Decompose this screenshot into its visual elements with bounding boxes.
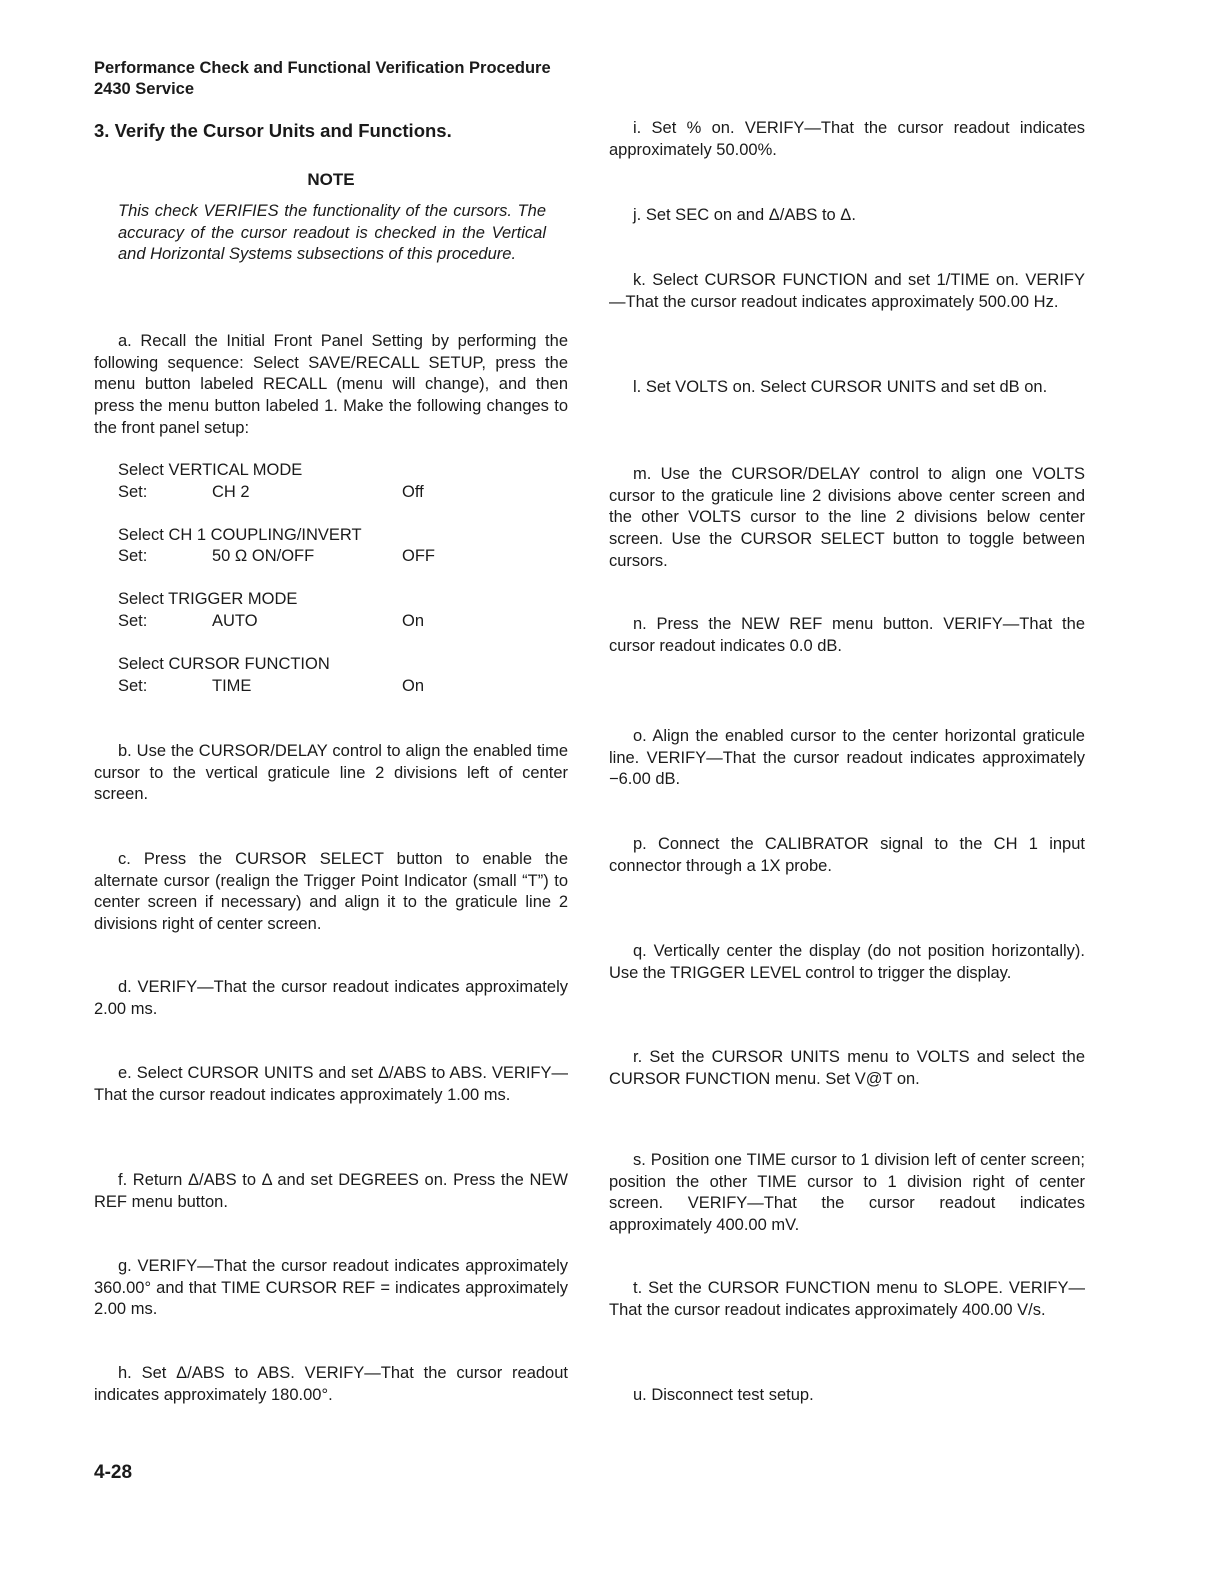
step-q: q. Vertically center the display (do not position horizontally). Use the TRIGGER LEVEL control to trigger the display. — [609, 942, 1085, 982]
setup-state: OFF — [402, 547, 435, 566]
step-u: u. Disconnect test setup. — [633, 1386, 814, 1404]
setup-state: Off — [402, 482, 424, 501]
setup-table — [118, 460, 538, 697]
setup-setting: 50 Ω ON/OFF — [212, 547, 315, 566]
setup-select: Select CURSOR FUNCTION — [118, 655, 330, 674]
step-f: f. Return Δ/ABS to Δ and set DEGREES on. Press the NEW REF menu button. — [94, 1171, 568, 1211]
setup-set-label: Set: — [118, 482, 148, 501]
step-c: c. Press the CURSOR SELECT button to enable the alternate cursor (realign the Trigger Point Indicator (small “T”) to center screen if necessary) and align it to the graticule line 2 divisions right of center screen. — [94, 850, 568, 934]
setup-group — [118, 654, 538, 697]
step-d: d. VERIFY—That the cursor readout indicates approximately 2.00 ms. — [94, 978, 568, 1018]
setup-set-label: Set: — [118, 676, 148, 695]
step-k: k. Select CURSOR FUNCTION and set 1/TIME on. VERIFY—That the cursor readout indicates approximately 500.00 Hz. — [609, 271, 1085, 311]
step-n: n. Press the NEW REF menu button. VERIFY—That the cursor readout indicates 0.0 dB. — [609, 615, 1085, 655]
setup-state: On — [402, 676, 425, 695]
setup-select: Select TRIGGER MODE — [118, 590, 298, 609]
setup-setting: CH 2 — [212, 482, 250, 501]
step-s: s. Position one TIME cursor to 1 division left of center screen; position the other TIME cursor to 1 division right of center screen. VERIFY—That the cursor readout indicates approximately 400.00 mV. — [609, 1151, 1085, 1235]
setup-select: Select VERTICAL MODE — [118, 461, 303, 479]
step-h: h. Set Δ/ABS to ABS. VERIFY—That the cursor readout indicates approximately 180.00°. — [94, 1364, 568, 1404]
note-title: NOTE — [307, 170, 355, 189]
step-m: m. Use the CURSOR/DELAY control to align one VOLTS cursor to the graticule line 2 divisions above center screen and the other VOLTS cursor to the line 2 divisions below center screen. Use the CURSOR SELECT button to toggle between cursors. — [609, 465, 1085, 570]
step-t: t. Set the CURSOR FUNCTION menu to SLOPE. VERIFY—That the cursor readout indicates approximately 400.00 V/s. — [609, 1279, 1085, 1319]
step-i: i. Set % on. VERIFY—That the cursor readout indicates approximately 50.00%. — [609, 119, 1085, 159]
step-b: b. Use the CURSOR/DELAY control to align the enabled time cursor to the vertical graticule line 2 divisions left of center screen. — [94, 742, 568, 804]
setup-setting: TIME — [212, 676, 252, 695]
setup-setting: AUTO — [212, 612, 258, 631]
step-e: e. Select CURSOR UNITS and set Δ/ABS to ABS. VERIFY—That the cursor readout indicates approximately 1.00 ms. — [94, 1064, 568, 1104]
step-o: o. Align the enabled cursor to the center horizontal graticule line. VERIFY—That the cursor readout indicates approximately −6.00 dB. — [609, 727, 1085, 789]
step-l: l. Set VOLTS on. Select CURSOR UNITS and set dB on. — [633, 378, 1048, 396]
header-title: Performance Check and Functional Verification Procedure — [94, 59, 551, 77]
setup-select: Select CH 1 COUPLING/INVERT — [118, 525, 362, 544]
header-subtitle: 2430 Service — [94, 80, 195, 98]
note-body: This check VERIFIES the functionality of the cursors. The accuracy of the cursor readout is checked in the Vertical and Horizontal Systems subsections of this procedure. — [118, 202, 546, 264]
setup-group — [118, 460, 538, 503]
step-r: r. Set the CURSOR UNITS menu to VOLTS and select the CURSOR FUNCTION menu. Set V@T on. — [609, 1048, 1085, 1088]
setup-group — [118, 589, 538, 632]
step-j: j. Set SEC on and Δ/ABS to Δ. — [633, 206, 856, 224]
setup-group — [118, 525, 538, 568]
step-g: g. VERIFY—That the cursor readout indicates approximately 360.00° and that TIME CURSOR REF = indicates approximately 2.00 ms. — [94, 1257, 568, 1319]
setup-state: On — [402, 612, 425, 631]
step-p: p. Connect the CALIBRATOR signal to the CH 1 input connector through a 1X probe. — [609, 835, 1085, 875]
step-a: a. Recall the Initial Front Panel Setting by performing the following sequence: Select SAVE/RECALL SETUP, press the menu button labeled RECALL (menu will change), and then press the menu button labeled 1. Make the following changes to the front panel setup: — [94, 332, 568, 437]
setup-set-label: Set: — [118, 612, 148, 631]
page-number: 4-28 — [94, 1462, 133, 1483]
setup-set-label: Set: — [118, 547, 148, 566]
section-title: 3. Verify the Cursor Units and Functions. — [94, 120, 452, 141]
running-header — [94, 58, 551, 100]
